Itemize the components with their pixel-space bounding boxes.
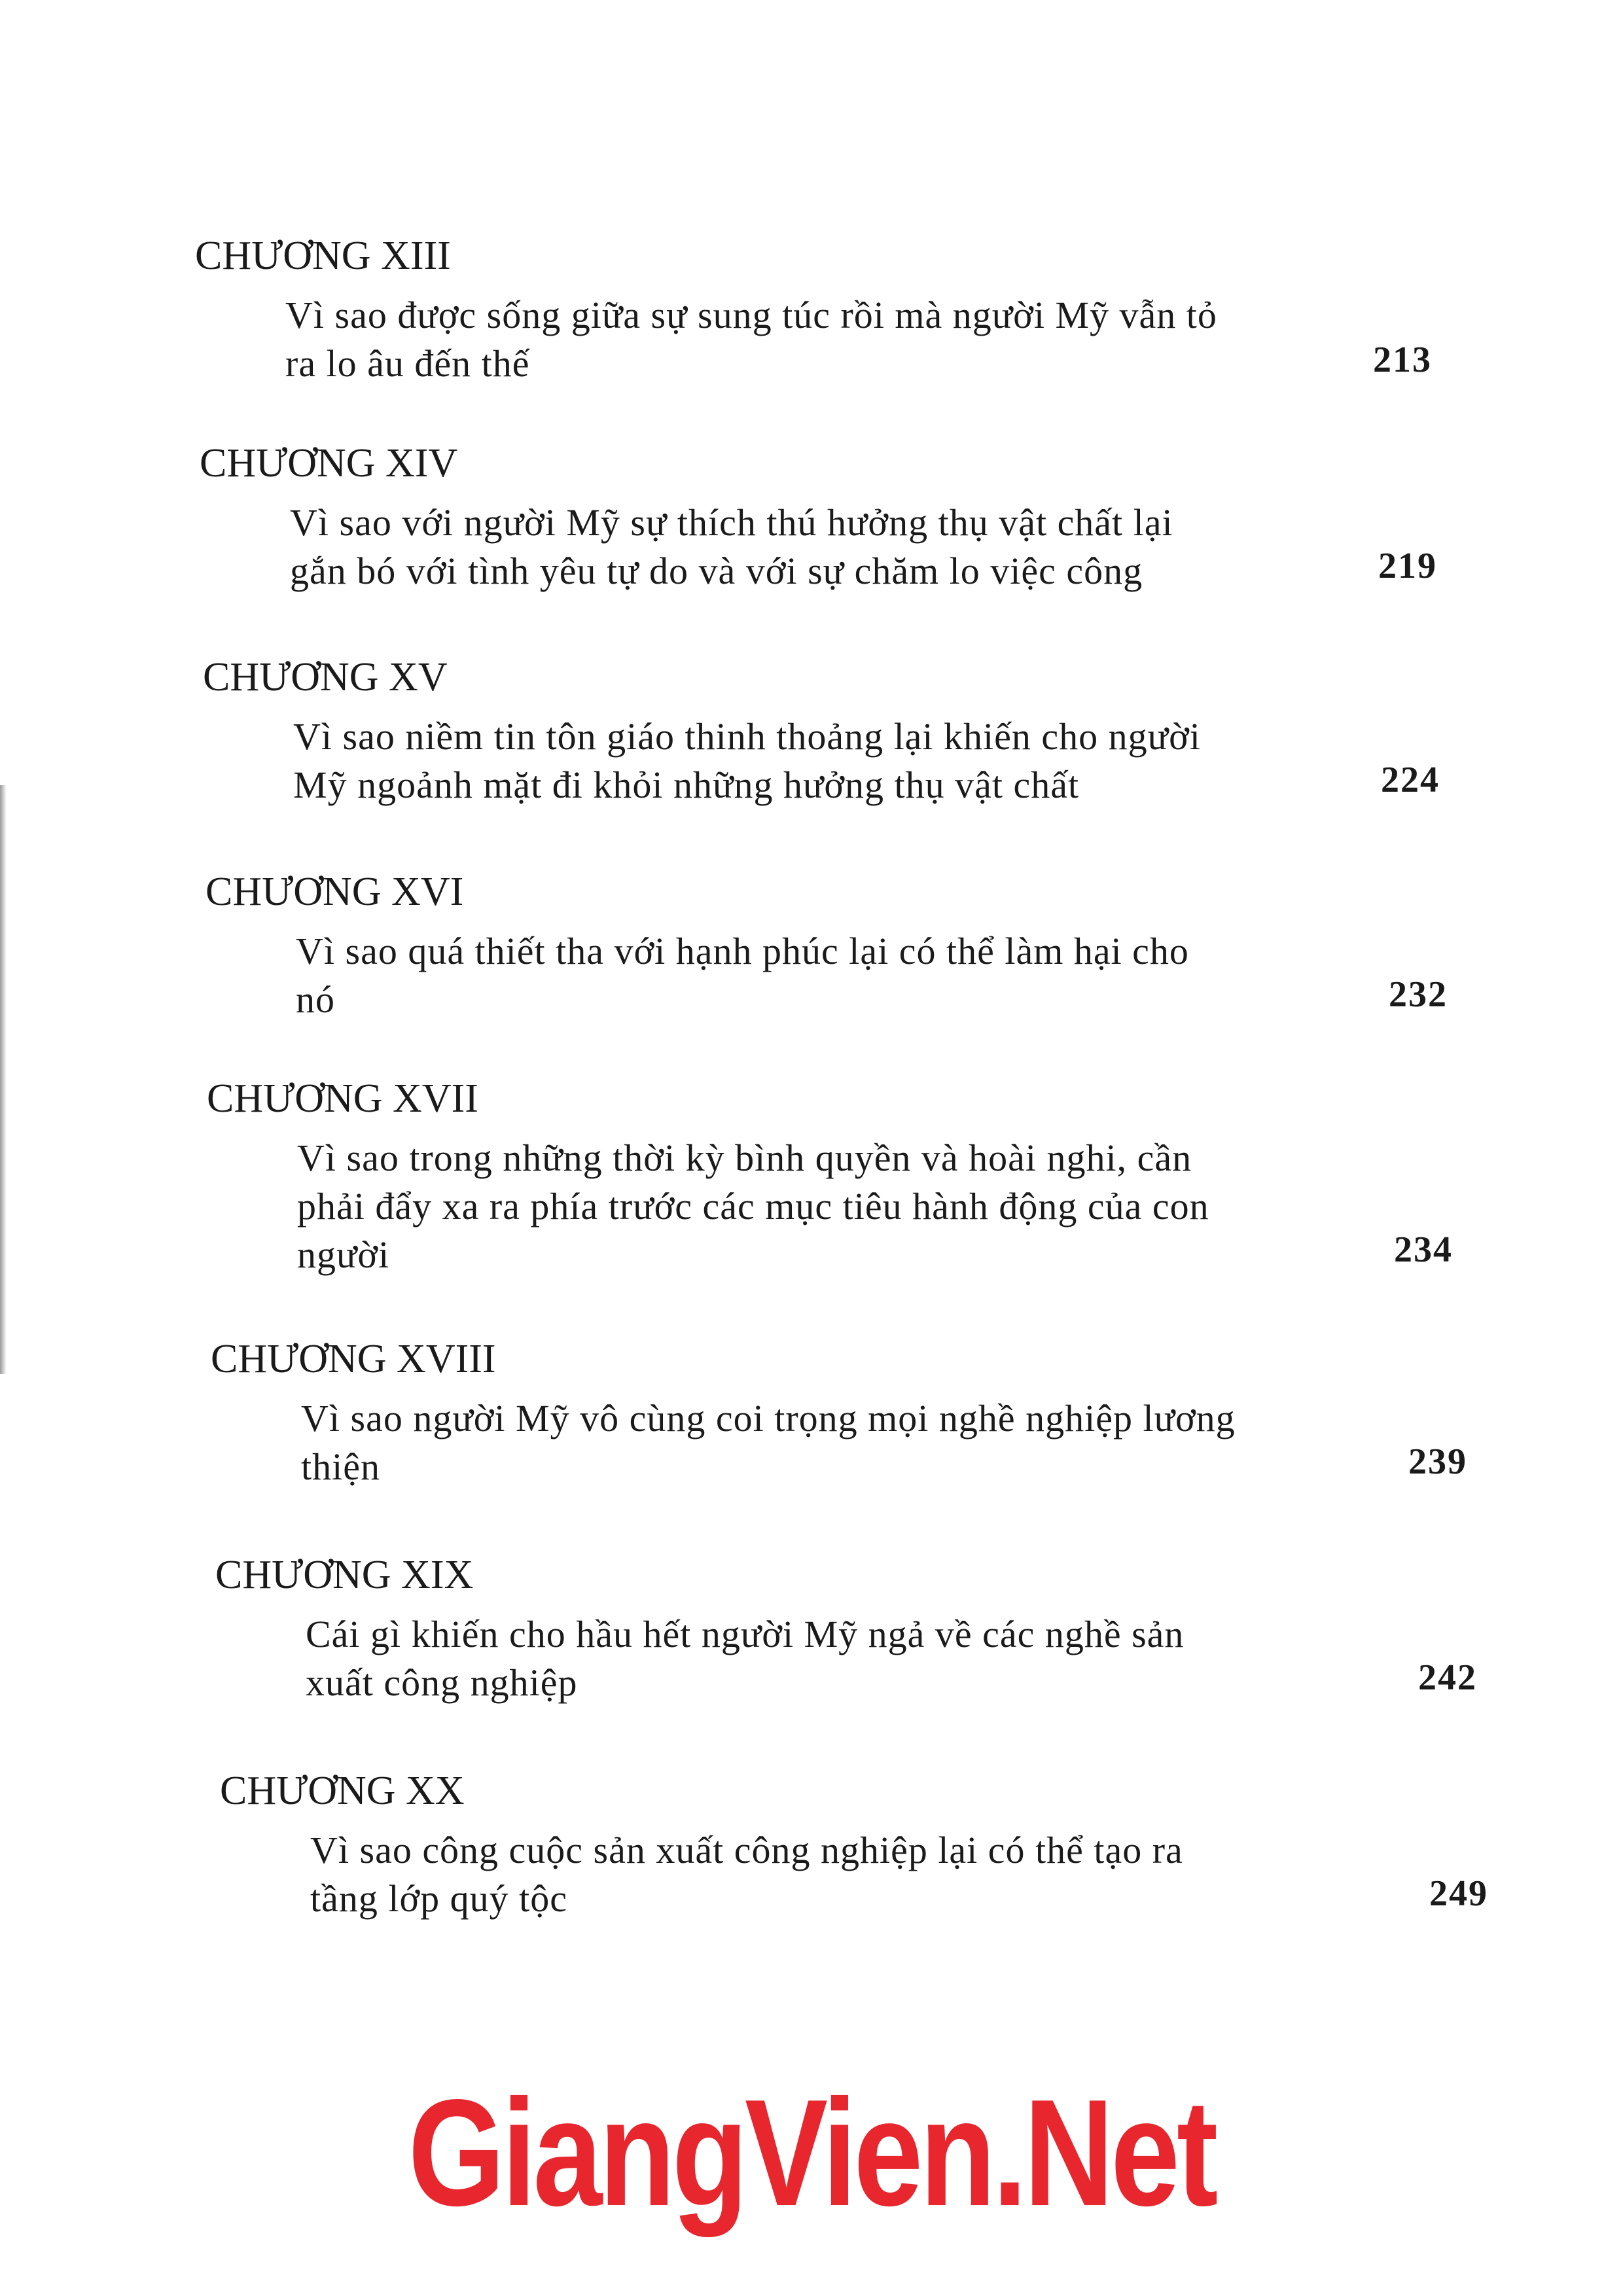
chapter-title-line: phải đẩy xa ra phía trước các mục tiêu hành động của con	[297, 1185, 1209, 1227]
chapter-title-line: Vì sao được sống giữa sự sung túc rồi mà người Mỹ vẫn tỏ	[285, 294, 1217, 336]
page-number: 224	[1381, 760, 1440, 800]
page-number: 232	[1389, 974, 1448, 1015]
page-number: 234	[1394, 1229, 1453, 1270]
page-number: 239	[1408, 1441, 1467, 1482]
chapter-title-line: Vì sao quá thiết tha với hạnh phúc lại có thể làm hại cho	[296, 930, 1189, 972]
page-number: 249	[1429, 1873, 1488, 1914]
chapter-title	[290, 499, 1363, 595]
chapter-heading: CHƯƠNG XX	[220, 1769, 465, 1813]
chapter-title	[310, 1826, 1383, 1923]
chapter-heading: CHƯƠNG XVIII	[211, 1337, 496, 1381]
chapter-title-line: Vì sao với người Mỹ sự thích thú hưởng thụ vật chất lại	[290, 501, 1173, 544]
chapter-title-line: Mỹ ngoảnh mặt đi khỏi những hưởng thụ vật chất	[293, 764, 1080, 806]
chapter-heading: CHƯƠNG XIII	[195, 234, 451, 278]
watermark-logo: GiangVien.Net	[408, 2068, 1215, 2238]
chapter-heading: CHƯƠNG XV	[203, 655, 448, 699]
chapter-title-line: thiện	[301, 1445, 380, 1488]
chapter-title-line: Vì sao người Mỹ vô cùng coi trọng mọi nghề nghiệp lương	[301, 1397, 1236, 1439]
chapter-title	[297, 1134, 1370, 1279]
chapter-heading: CHƯƠNG XVII	[207, 1076, 478, 1121]
chapter-title-line: Vì sao công cuộc sản xuất công nghiệp lại có thể tạo ra	[310, 1829, 1183, 1871]
chapter-title	[306, 1610, 1379, 1707]
chapter-title-line: gắn bó với tình yêu tự do và với sự chăm lo việc công	[290, 550, 1143, 592]
chapter-title-line: tầng lớp quý tộc	[310, 1877, 567, 1920]
chapter-heading: CHƯƠNG XVI	[205, 870, 464, 914]
chapter-title	[296, 927, 1369, 1024]
chapter-title	[301, 1394, 1374, 1491]
chapter-title-line: ra lo âu đến thế	[285, 342, 530, 385]
chapter-title-line: Vì sao niềm tin tôn giáo thinh thoảng lại khiến cho người	[293, 715, 1201, 758]
chapter-heading: CHƯƠNG XIV	[200, 441, 458, 486]
chapter-heading: CHƯƠNG XIX	[215, 1553, 474, 1597]
chapter-title-line: nó	[296, 978, 335, 1021]
chapter-title-line: Vì sao trong những thời kỳ bình quyền và hoài nghi, cần	[297, 1137, 1192, 1179]
chapter-title	[293, 713, 1366, 809]
chapter-title	[285, 291, 1359, 388]
chapter-title-line: Cái gì khiến cho hầu hết người Mỹ ngả về các nghề sản	[306, 1613, 1185, 1655]
chapter-title-line: người	[297, 1233, 390, 1276]
chapter-title-line: xuất công nghiệp	[306, 1661, 578, 1704]
page-number: 213	[1373, 340, 1432, 380]
page-number: 219	[1378, 546, 1437, 586]
page-number: 242	[1418, 1657, 1477, 1698]
